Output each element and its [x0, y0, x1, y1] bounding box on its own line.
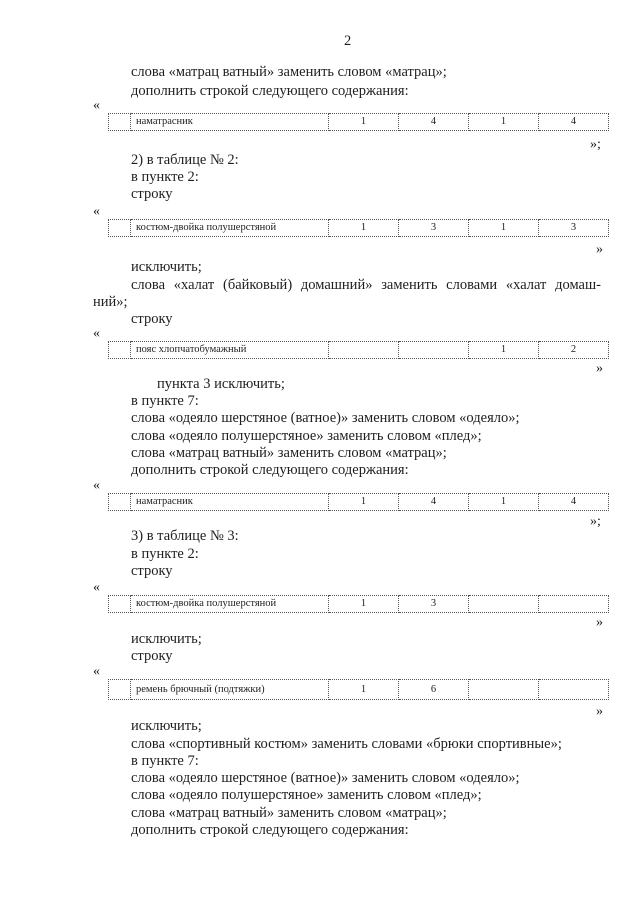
table-cell-name: наматрасник: [131, 114, 329, 131]
table-cell: 2: [539, 342, 609, 359]
amendment-table: [108, 595, 609, 613]
text-line: дополнить строкой следующего содержания:: [131, 83, 409, 99]
table-cell: [539, 680, 609, 700]
table-row: [109, 494, 609, 511]
table-cell: [109, 596, 131, 613]
table-cell: [109, 220, 131, 237]
table-cell-name: наматрасник: [131, 494, 329, 511]
table-cell: 1: [469, 342, 539, 359]
table-cell: 1: [329, 680, 399, 700]
text-line: слова «спортивный костюм» заменить словами «брюки спортивные»;: [131, 736, 562, 752]
text-line: строку: [131, 311, 173, 327]
amendment-table: [108, 679, 609, 700]
table-cell: [109, 494, 131, 511]
text-line: 3) в таблице № 3:: [131, 528, 239, 544]
text-line: слова «матрац ватный» заменить словом «матрац»;: [131, 805, 447, 821]
table-cell: 1: [469, 114, 539, 131]
opening-quote: «: [93, 98, 100, 113]
table-cell: [539, 596, 609, 613]
text-line: дополнить строкой следующего содержания:: [131, 822, 409, 838]
text-line: слова «халат (байковый) домашний» заменить словами «халат домаш-: [131, 277, 601, 293]
table-cell: 1: [469, 220, 539, 237]
text-line: слова «одеяло шерстяное (ватное)» заменить словом «одеяло»;: [131, 770, 520, 786]
closing-quote: »: [596, 704, 603, 719]
table-cell: 1: [329, 114, 399, 131]
text-line: строку: [131, 648, 173, 664]
table-cell: [109, 342, 131, 359]
table-cell: 1: [329, 494, 399, 511]
table-cell: 4: [539, 494, 609, 511]
text-line: в пункте 7:: [131, 753, 199, 769]
table-cell-name: костюм-двойка полушерстяной: [131, 220, 329, 237]
text-line: исключить;: [131, 631, 202, 647]
text-line: в пункте 7:: [131, 393, 199, 409]
opening-quote: «: [93, 478, 100, 493]
text-line: исключить;: [131, 259, 202, 275]
table-cell: 4: [399, 114, 469, 131]
amendment-table: [108, 341, 609, 359]
text-line: пункта 3 исключить;: [157, 376, 285, 392]
text-line: слова «одеяло полушерстяное» заменить словом «плед»;: [131, 428, 482, 444]
table-row: [109, 680, 609, 700]
table-cell: 3: [399, 596, 469, 613]
table-cell-name: пояс хлопчатобумажный: [131, 342, 329, 359]
table-cell: 1: [329, 220, 399, 237]
table-cell: [109, 680, 131, 700]
text-line: в пункте 2:: [131, 546, 199, 562]
amendment-table: [108, 493, 609, 511]
table-cell: [469, 596, 539, 613]
table-cell: [329, 342, 399, 359]
closing-quote: »;: [590, 514, 601, 529]
closing-quote: »: [596, 361, 603, 376]
text-line: слова «матрац ватный» заменить словом «матрац»;: [131, 445, 447, 461]
amendment-table: [108, 113, 609, 131]
page-number: 2: [344, 33, 352, 49]
text-line: слова «матрац ватный» заменить словом «матрац»;: [131, 64, 447, 80]
text-line: 2) в таблице № 2:: [131, 152, 239, 168]
table-cell-name: ремень брючный (подтяжки): [131, 680, 329, 700]
closing-quote: »;: [590, 137, 601, 152]
opening-quote: «: [93, 204, 100, 219]
table-cell: 3: [539, 220, 609, 237]
table-cell: 4: [539, 114, 609, 131]
closing-quote: »: [596, 615, 603, 630]
table-row: [109, 342, 609, 359]
table-cell: 6: [399, 680, 469, 700]
table-row: [109, 114, 609, 131]
opening-quote: «: [93, 326, 100, 341]
text-line: исключить;: [131, 718, 202, 734]
text-line: в пункте 2:: [131, 169, 199, 185]
opening-quote: «: [93, 664, 100, 679]
table-cell: 3: [399, 220, 469, 237]
closing-quote: »: [596, 242, 603, 257]
table-row: [109, 220, 609, 237]
text-line: строку: [131, 563, 173, 579]
text-line: слова «одеяло полушерстяное» заменить словом «плед»;: [131, 787, 482, 803]
text-line: дополнить строкой следующего содержания:: [131, 462, 409, 478]
text-line: строку: [131, 186, 173, 202]
table-cell: 1: [469, 494, 539, 511]
table-cell: [469, 680, 539, 700]
text-line: ний»;: [93, 294, 128, 310]
table-cell: [399, 342, 469, 359]
opening-quote: «: [93, 580, 100, 595]
table-row: [109, 596, 609, 613]
text-line: слова «одеяло шерстяное (ватное)» заменить словом «одеяло»;: [131, 410, 520, 426]
amendment-table: [108, 219, 609, 237]
table-cell: 1: [329, 596, 399, 613]
table-cell: [109, 114, 131, 131]
table-cell: 4: [399, 494, 469, 511]
table-cell-name: костюм-двойка полушерстяной: [131, 596, 329, 613]
